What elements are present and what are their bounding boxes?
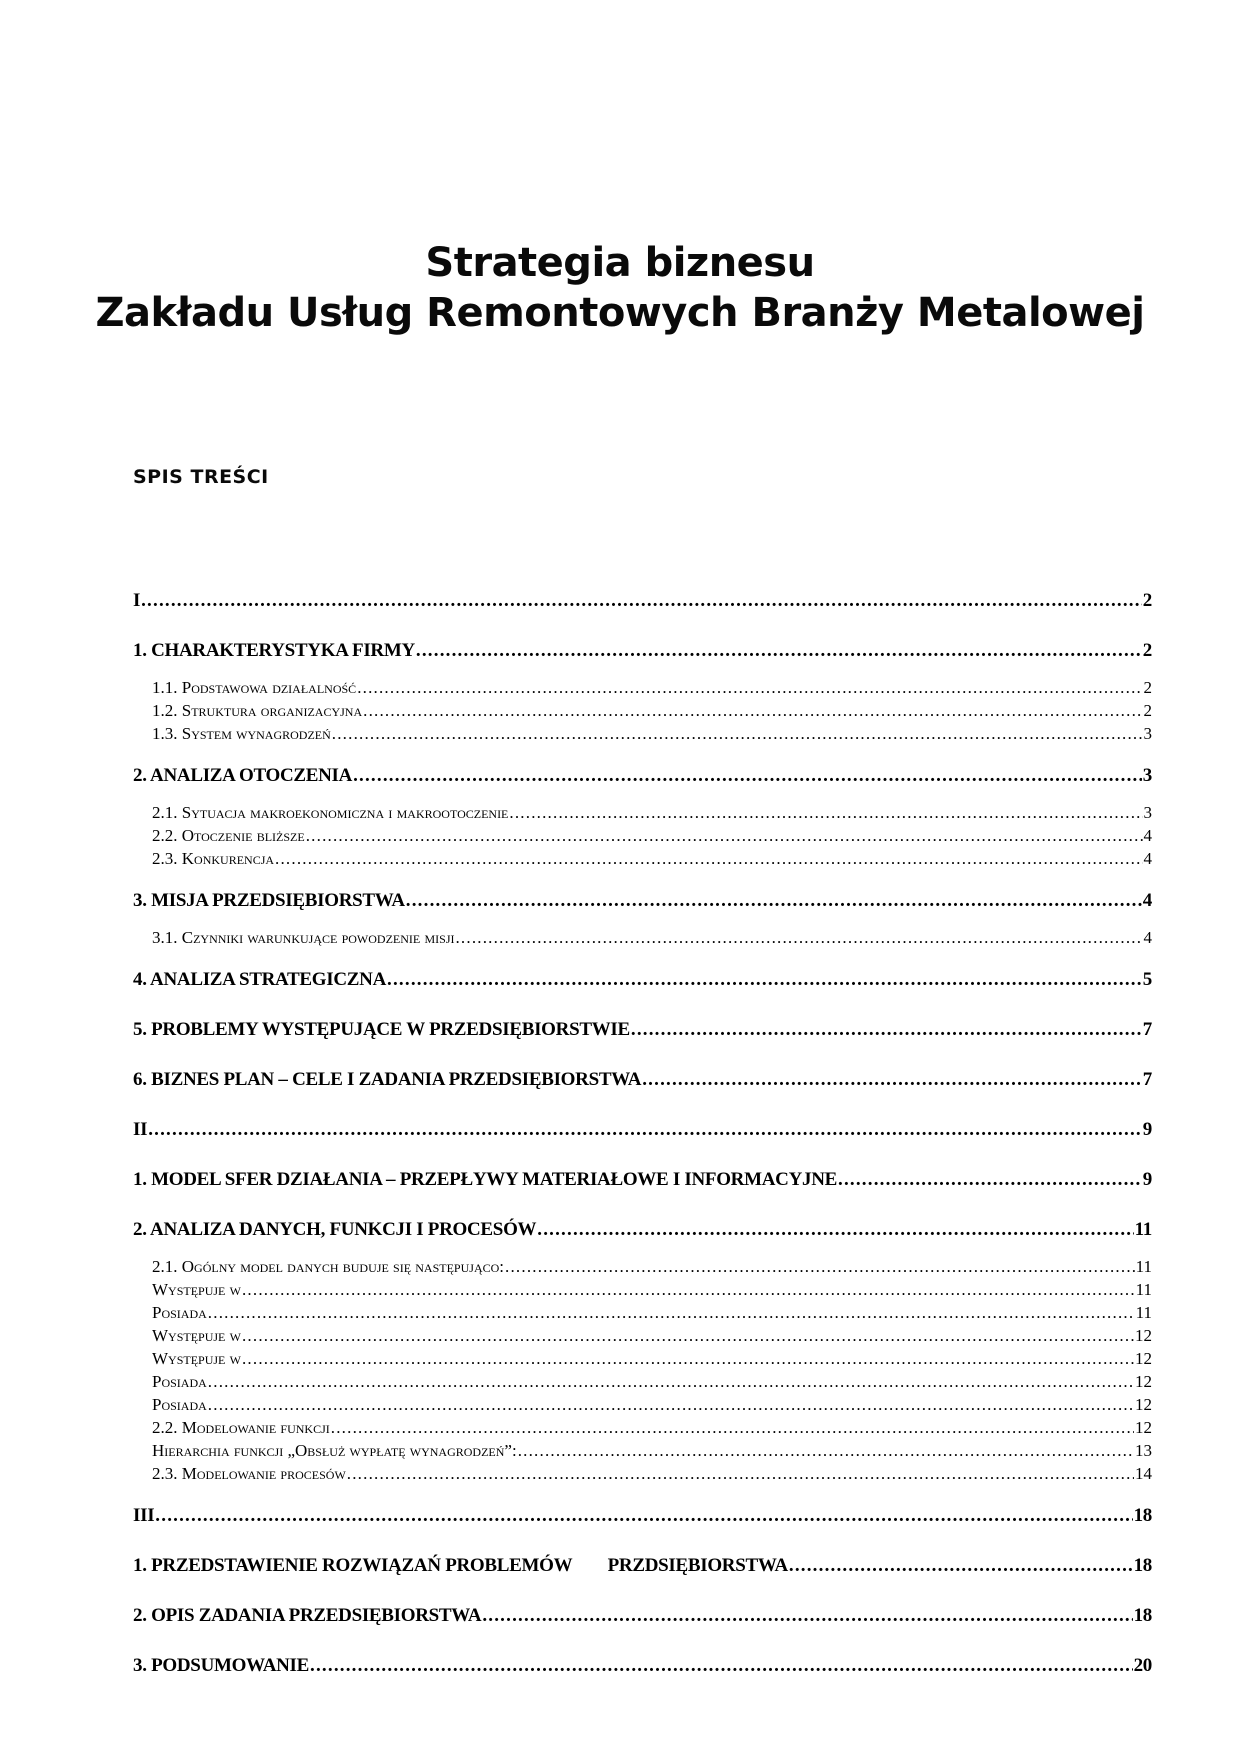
toc-entry-label: II [133, 1119, 148, 1140]
toc-entry [152, 1393, 1152, 1416]
toc-entry [152, 1255, 1152, 1278]
toc-entry-label: 5. PROBLEMY WYSTĘPUJĄCE W PRZEDSIĘBIORSTWIE [133, 1019, 630, 1040]
toc-entry-label: 2. ANALIZA OTOCZENIA [133, 765, 353, 786]
toc-entry-page: 3 [1143, 724, 1152, 743]
toc-entry [133, 588, 1152, 614]
table-of-contents [133, 588, 1152, 1691]
toc-entry-page: 18 [1133, 1505, 1152, 1526]
document-title [0, 238, 1240, 338]
dot-leader [208, 1393, 1134, 1416]
toc-entry-page: 11 [1135, 1280, 1152, 1299]
toc-entry-page: 3 [1143, 803, 1152, 822]
dot-leader [838, 1167, 1142, 1193]
toc-entry [133, 638, 1152, 664]
toc-entry-page: 14 [1135, 1464, 1152, 1483]
toc-entry-label: Występuje w [152, 1326, 241, 1345]
dot-leader [789, 1553, 1133, 1579]
toc-entry-label: 1.1. Podstawowa działalność [152, 678, 357, 697]
toc-entry [133, 1653, 1152, 1679]
toc-entry [152, 699, 1152, 722]
toc-entry-page: 9 [1142, 1119, 1152, 1140]
toc-entry-label: Hierarchia funkcji „Obsłuż wypłatę wynagrodzeń”: [152, 1441, 517, 1460]
toc-entry-page: 13 [1135, 1441, 1152, 1460]
dot-leader [141, 588, 1142, 614]
dot-leader [331, 1416, 1134, 1439]
toc-entry [152, 1324, 1152, 1347]
dot-leader [306, 824, 1143, 847]
toc-entry [133, 1117, 1152, 1143]
toc-entry [152, 1439, 1152, 1462]
toc-entry-page: 12 [1135, 1349, 1152, 1368]
toc-entry-page: 2 [1142, 590, 1152, 611]
toc-entry-page: 9 [1142, 1169, 1152, 1190]
toc-entry-label: 3. PODSUMOWANIE [133, 1655, 310, 1676]
dot-leader [455, 926, 1142, 949]
toc-entry-page: 4 [1143, 849, 1152, 868]
dot-leader [537, 1217, 1133, 1243]
toc-entry-label: I [133, 590, 141, 611]
toc-entry-label: Posiada [152, 1372, 207, 1391]
toc-entry-page: 4 [1143, 928, 1152, 947]
toc-entry [133, 763, 1152, 789]
toc-entry-page: 3 [1142, 765, 1152, 786]
dot-leader [631, 1017, 1142, 1043]
toc-entry-label: Występuje w [152, 1349, 241, 1368]
toc-entry [152, 1278, 1152, 1301]
toc-entry [152, 847, 1152, 870]
toc-entry-page: 12 [1135, 1372, 1152, 1391]
toc-entry-label: 4. ANALIZA STRATEGICZNA [133, 969, 387, 990]
toc-entry-page: 12 [1135, 1326, 1152, 1345]
toc-entry [133, 1217, 1152, 1243]
dot-leader [353, 763, 1142, 789]
toc-entry-page: 18 [1133, 1605, 1152, 1626]
dot-leader [406, 888, 1142, 914]
toc-entry [152, 676, 1152, 699]
dot-leader [155, 1503, 1132, 1529]
toc-entry-label: 1. MODEL SFER DZIAŁANIA – PRZEPŁYWY MATERIAŁOWE I INFORMACYJNE [133, 1169, 837, 1190]
dot-leader [387, 967, 1142, 993]
toc-entry [152, 1370, 1152, 1393]
toc-entry [152, 1462, 1152, 1485]
dot-leader [208, 1370, 1134, 1393]
dot-leader [332, 722, 1143, 745]
dot-leader [363, 699, 1142, 722]
toc-entry-page: 12 [1135, 1395, 1152, 1414]
dot-leader [242, 1324, 1134, 1347]
toc-entry-page: 7 [1142, 1019, 1152, 1040]
dot-leader [642, 1067, 1142, 1093]
toc-entry-page: 18 [1133, 1555, 1152, 1576]
dot-leader [208, 1301, 1135, 1324]
toc-entry-label: 1.3. System wynagrodzeń [152, 724, 331, 743]
document-title-line2: Zakładu Usług Remontowych Branży Metalowej [95, 290, 1145, 336]
dot-leader [275, 847, 1142, 870]
toc-entry-page: 4 [1142, 890, 1152, 911]
toc-entry [133, 1553, 1152, 1579]
toc-entry-label: 3. MISJA PRZEDSIĘBIORSTWA [133, 890, 405, 911]
toc-entry-label: 2.2. Modelowanie funkcji [152, 1418, 330, 1437]
toc-entry-label: 1.2. Struktura organizacyjna [152, 701, 363, 720]
dot-leader [505, 1255, 1135, 1278]
dot-leader [518, 1439, 1134, 1462]
toc-entry [133, 1017, 1152, 1043]
toc-entry-page: 11 [1135, 1257, 1152, 1276]
dot-leader [242, 1278, 1135, 1301]
toc-entry [133, 1503, 1152, 1529]
toc-entry-label: 2. ANALIZA DANYCH, FUNKCJI I PROCESÓW [133, 1219, 537, 1240]
toc-entry-page: 20 [1133, 1655, 1152, 1676]
toc-entry-page: 12 [1135, 1418, 1152, 1437]
toc-entry-label: 6. BIZNES PLAN – CELE I ZADANIA PRZEDSIĘBIORSTWA [133, 1069, 642, 1090]
toc-entry-label: Posiada [152, 1395, 207, 1414]
dot-leader [357, 676, 1142, 699]
toc-entry-page: 2 [1143, 678, 1152, 697]
toc-entry-label: 1. CHARAKTERYSTYKA FIRMY [133, 640, 415, 661]
toc-entry-page: 5 [1142, 969, 1152, 990]
dot-leader [509, 801, 1142, 824]
toc-entry [152, 1301, 1152, 1324]
toc-entry-page: 2 [1142, 640, 1152, 661]
toc-entry-label: 2.1. Sytuacja makroekonomiczna i makrootoczenie [152, 803, 509, 822]
document-title-line1: Strategia biznesu [425, 240, 815, 286]
toc-entry [152, 1347, 1152, 1370]
toc-entry [133, 967, 1152, 993]
toc-entry-label: 2. OPIS ZADANIA PRZEDSIĘBIORSTWA [133, 1605, 482, 1626]
toc-entry-page: 11 [1135, 1303, 1152, 1322]
toc-entry-page: 11 [1134, 1219, 1152, 1240]
toc-heading: SPIS TREŚCI [133, 466, 269, 488]
toc-entry [152, 722, 1152, 745]
toc-entry [152, 926, 1152, 949]
dot-leader [310, 1653, 1133, 1679]
toc-entry-label: 2.3. Modelowanie procesów [152, 1464, 346, 1483]
toc-entry [133, 1167, 1152, 1193]
dot-leader [242, 1347, 1134, 1370]
dot-leader [148, 1117, 1142, 1143]
toc-entry-label: 3.1. Czynniki warunkujące powodzenie misji [152, 928, 455, 947]
dot-leader [347, 1462, 1134, 1485]
toc-entry [133, 1067, 1152, 1093]
dot-leader [416, 638, 1142, 664]
toc-entry-label: Występuje w [152, 1280, 241, 1299]
toc-entry [152, 824, 1152, 847]
toc-entry-label: III [133, 1505, 155, 1526]
toc-entry-label: 2.3. Konkurencja [152, 849, 275, 868]
toc-entry [133, 888, 1152, 914]
toc-entry [152, 1416, 1152, 1439]
toc-entry-page: 7 [1142, 1069, 1152, 1090]
toc-entry-page: 2 [1143, 701, 1152, 720]
toc-entry-page: 4 [1143, 826, 1152, 845]
toc-entry-label: Posiada [152, 1303, 207, 1322]
toc-entry [133, 1603, 1152, 1629]
toc-entry-label: 1. PRZEDSTAWIENIE ROZWIĄZAŃ PROBLEMÓW PRZDSIĘBIORSTWA [133, 1555, 788, 1576]
toc-entry-label: 2.2. Otoczenie bliższe [152, 826, 305, 845]
toc-entry [152, 801, 1152, 824]
dot-leader [482, 1603, 1132, 1629]
toc-entry-label: 2.1. Ogólny model danych buduje się następująco: [152, 1257, 505, 1276]
